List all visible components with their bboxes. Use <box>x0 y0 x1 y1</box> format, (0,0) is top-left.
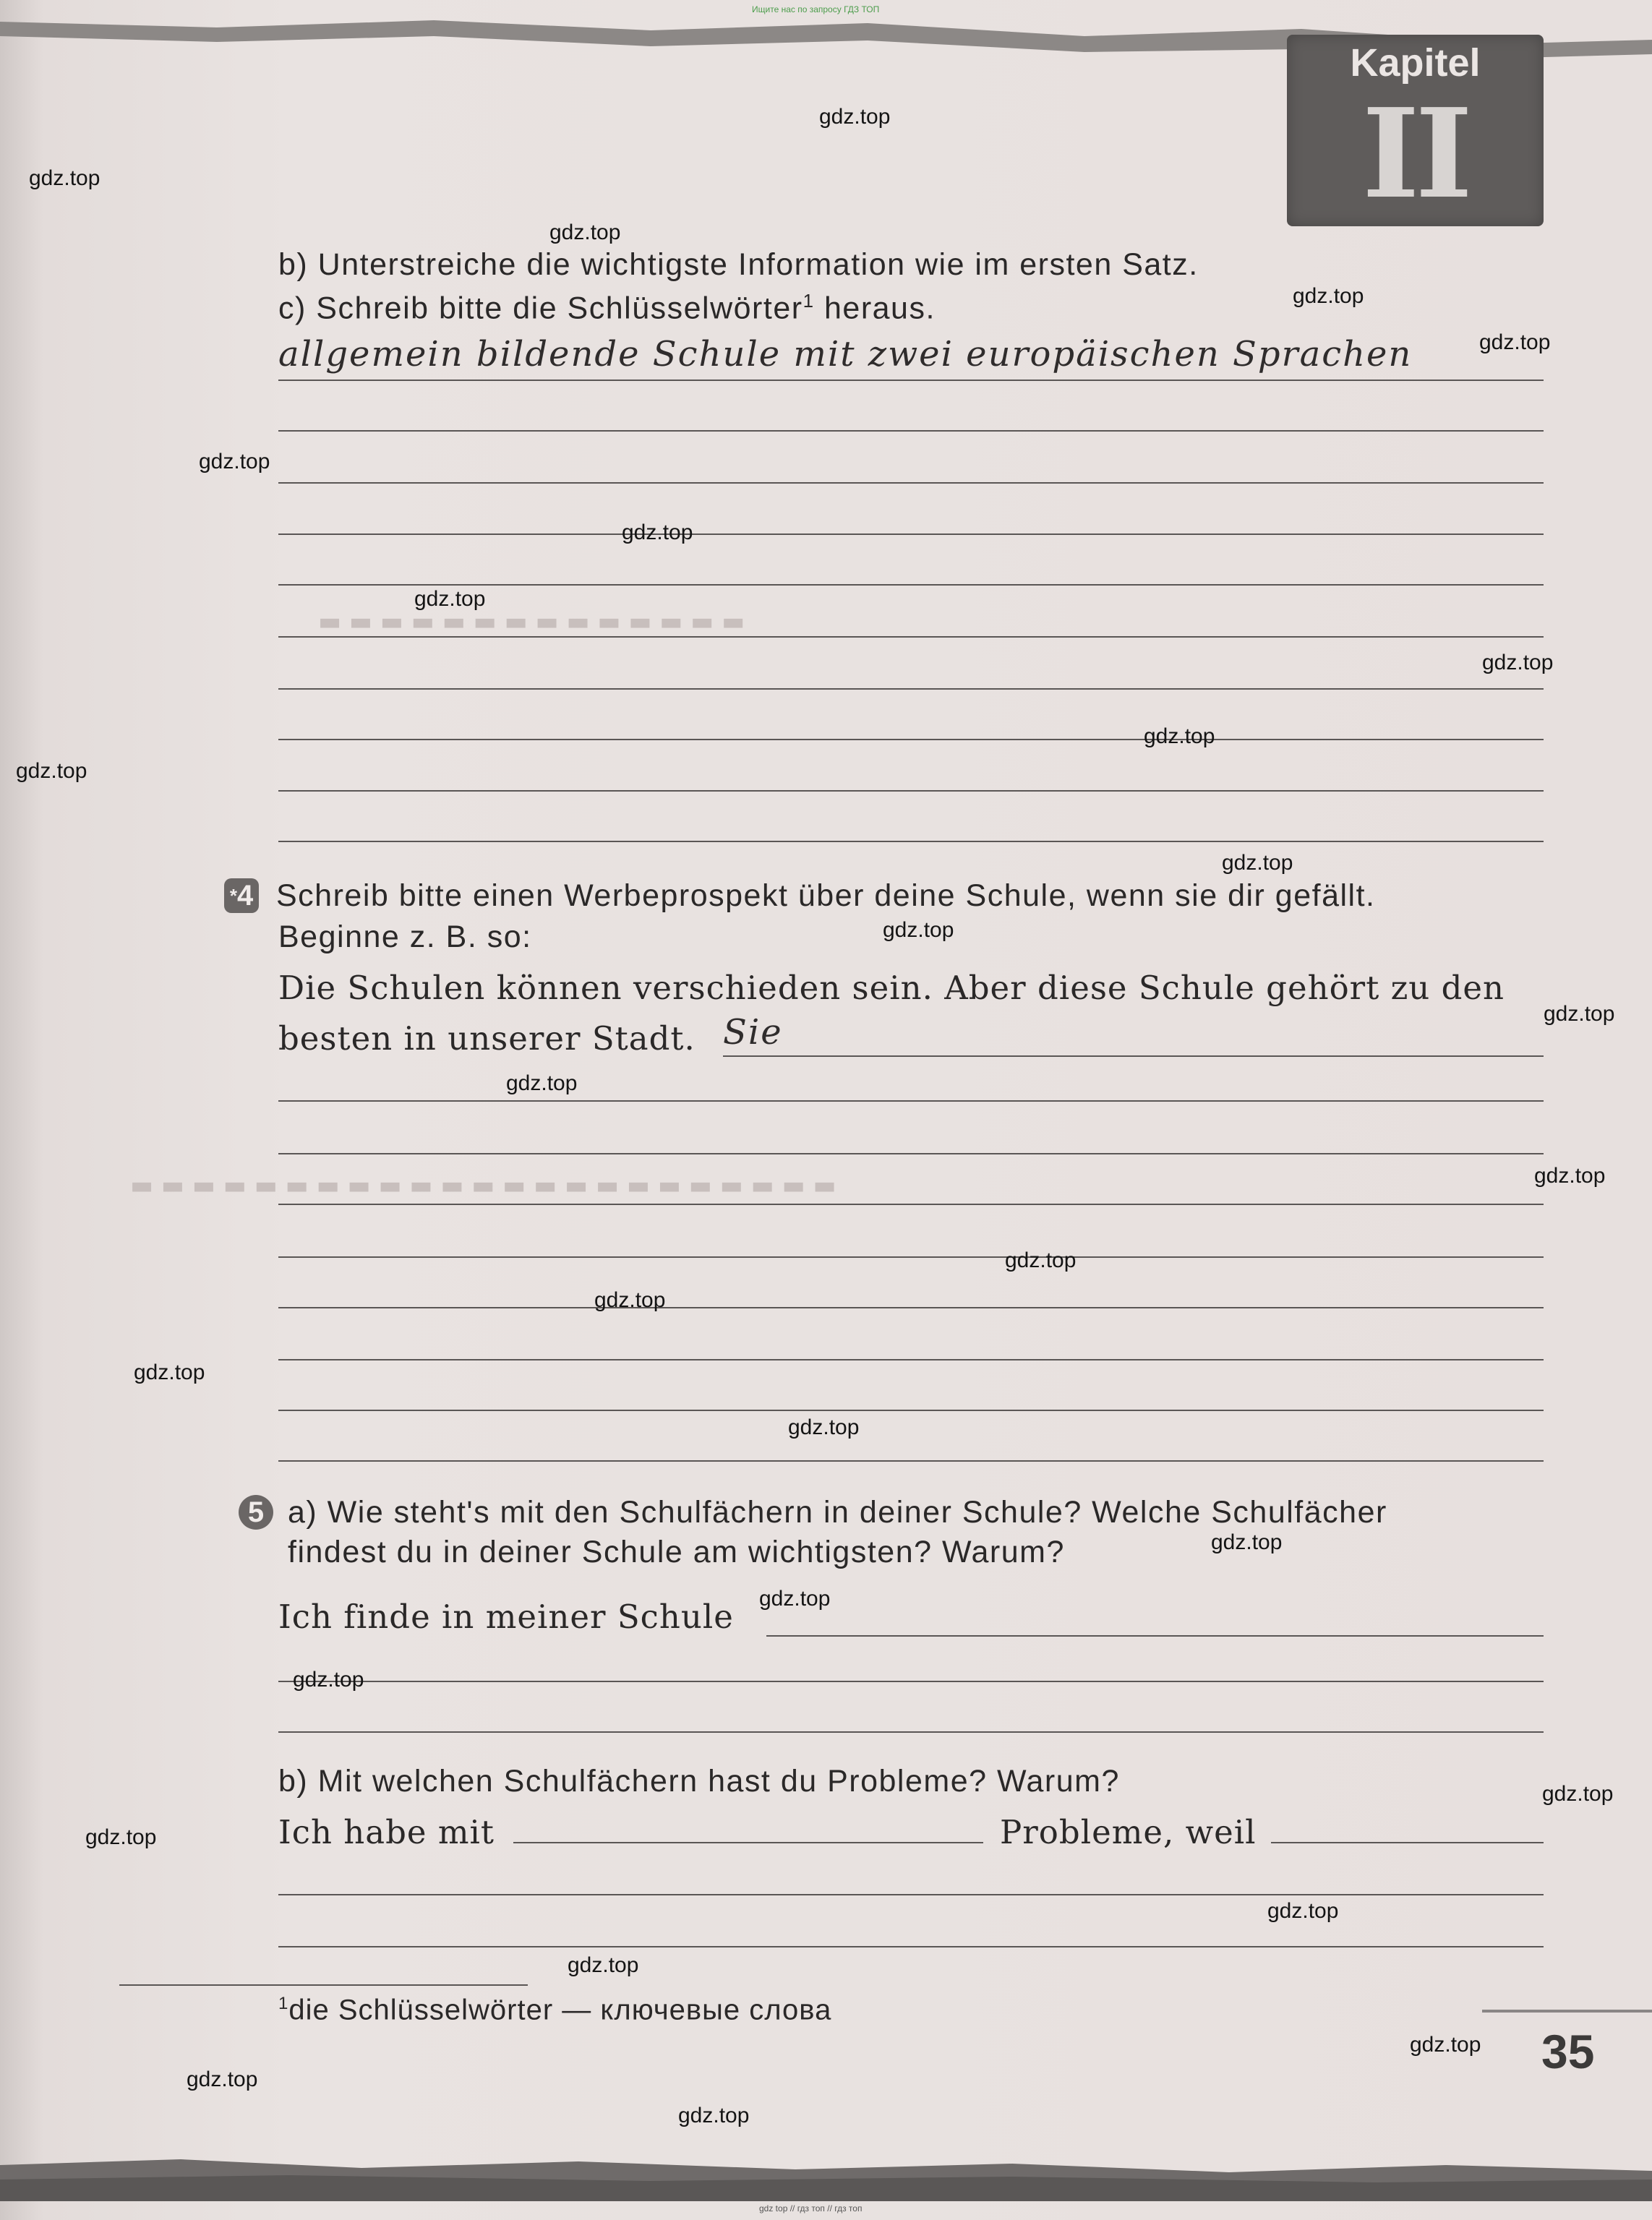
task3-handwritten-answer: allgemein bildende Schule mit zwei europäischen Sprachen <box>278 334 1413 374</box>
task4-instruction-line1: Schreib bitte einen Werbeprospekt über deine Schule, wenn sie dir gefällt. <box>276 878 1376 913</box>
answer-line[interactable] <box>278 1894 1544 1895</box>
answer-line[interactable] <box>278 688 1544 690</box>
task5-a-line1: a) Wie steht's mit den Schulfächern in deiner Schule? Welche Schulfächer <box>288 1495 1387 1530</box>
answer-line[interactable] <box>278 1307 1544 1308</box>
watermark: gdz.top <box>1293 284 1364 308</box>
watermark: gdz.top <box>1542 1782 1614 1806</box>
watermark: gdz.top <box>1267 1899 1339 1923</box>
show-through-text: ▬ ▬ ▬ ▬ ▬ ▬ ▬ ▬ ▬ ▬ ▬ ▬ ▬ ▬ ▬ ▬ ▬ ▬ ▬ ▬ ▬ ▬ ▬ <box>130 1171 836 1200</box>
footnote-ref: 1 <box>803 290 815 312</box>
watermark: gdz.top <box>29 166 100 190</box>
torn-paper-bottom-edge <box>0 2143 1652 2201</box>
task5-b-prompt-mid: Probleme, weil <box>1000 1813 1257 1851</box>
answer-line[interactable] <box>278 739 1544 740</box>
watermark: gdz.top <box>506 1071 578 1095</box>
site-note: Ищите нас по запросу ГДЗ ТОП <box>752 4 880 14</box>
watermark: gdz.top <box>549 220 621 244</box>
watermark: gdz.top <box>883 918 954 942</box>
watermark: gdz.top <box>1544 1002 1615 1026</box>
task5-b-question: b) Mit welchen Schulfächern hast du Probleme? Warum? <box>278 1764 1120 1799</box>
answer-line[interactable] <box>278 584 1544 586</box>
watermark: gdz.top <box>622 520 693 544</box>
task5-a-line2: findest du in deiner Schule am wichtigsten? Warum? <box>288 1535 1065 1569</box>
answer-line[interactable] <box>278 1681 1544 1682</box>
watermark: gdz.top <box>819 105 891 129</box>
footnote-rule <box>119 1984 528 1986</box>
watermark: gdz.top <box>199 450 270 473</box>
show-through-text: ▬ ▬ ▬ ▬ ▬ ▬ ▬ ▬ ▬ ▬ ▬ ▬ ▬ ▬ <box>318 607 745 636</box>
answer-line[interactable] <box>278 1460 1544 1462</box>
watermark: gdz.top <box>1211 1530 1283 1554</box>
watermark: gdz.top <box>293 1668 364 1692</box>
watermark: gdz.top <box>134 1360 205 1384</box>
answer-line[interactable] <box>513 1842 983 1843</box>
task4-instruction-line2: Beginne z. B. so: <box>278 920 532 954</box>
watermark: gdz.top <box>414 587 486 611</box>
answer-line[interactable] <box>766 1635 1544 1637</box>
task3-item-b: b) Unterstreiche die wichtigste Information wie im ersten Satz. <box>278 247 1199 282</box>
answer-line[interactable] <box>278 1731 1544 1733</box>
task4-badge-number: 4 <box>236 880 254 912</box>
answer-line[interactable] <box>278 1410 1544 1411</box>
answer-line[interactable] <box>1271 1842 1544 1843</box>
task5-badge: 5 <box>239 1495 273 1530</box>
page-number: 35 <box>1541 2025 1595 2078</box>
answer-line[interactable] <box>278 1153 1544 1154</box>
task3-item-c <box>278 290 936 326</box>
answer-line[interactable] <box>278 482 1544 484</box>
chapter-label: Kapitel <box>1350 41 1481 85</box>
watermark: gdz.top <box>16 759 87 783</box>
answer-line[interactable] <box>278 533 1544 535</box>
watermark: gdz.top <box>187 2067 258 2091</box>
chapter-number: II <box>1361 82 1469 226</box>
answer-line[interactable] <box>278 790 1544 792</box>
watermark: gdz.top <box>85 1825 157 1849</box>
watermark: gdz.top <box>1479 330 1551 354</box>
chapter-tab <box>1287 35 1544 226</box>
watermark: gdz.top <box>568 1953 639 1977</box>
watermark: gdz.top <box>1410 2033 1481 2057</box>
answer-line[interactable] <box>278 841 1544 842</box>
task4-example-line1: Die Schulen können verschieden sein. Aber diese Schule gehört zu den <box>278 969 1505 1007</box>
answer-line[interactable] <box>278 380 1544 381</box>
watermark: gdz.top <box>594 1288 666 1312</box>
answer-line[interactable] <box>278 1359 1544 1360</box>
footnote-text: die Schlüsselwörter — ключевые слова <box>288 1994 832 2026</box>
task3-item-c-end: heraus. <box>823 291 936 326</box>
answer-line[interactable] <box>278 1946 1544 1947</box>
watermark: gdz.top <box>1144 724 1215 748</box>
footnote-marker: 1 <box>278 1994 289 2013</box>
answer-line[interactable] <box>278 636 1544 638</box>
watermark: gdz.top <box>788 1415 860 1439</box>
task5-a-prompt: Ich finde in meiner Schule <box>278 1598 734 1636</box>
watermark: gdz.top <box>1222 851 1293 875</box>
watermark: gdz.top <box>1005 1248 1077 1272</box>
task4-badge <box>224 878 259 913</box>
task3-item-c-text: c) Schreib bitte die Schlüsselwörter <box>278 291 803 326</box>
answer-line[interactable] <box>278 1256 1544 1258</box>
watermark: gdz.top <box>1482 651 1554 674</box>
watermark: gdz.top <box>759 1587 831 1611</box>
watermark: gdz.top <box>678 2104 750 2127</box>
answer-line[interactable] <box>278 1100 1544 1102</box>
footnote <box>278 1994 831 2026</box>
page-number-bar <box>1482 2010 1652 2013</box>
answer-line[interactable] <box>723 1055 1544 1057</box>
bottom-note: gdz top // гдз топ // гдз топ <box>759 2203 863 2213</box>
answer-line[interactable] <box>278 430 1544 432</box>
answer-line[interactable] <box>278 1204 1544 1205</box>
task5-b-prompt-start: Ich habe mit <box>278 1813 495 1851</box>
task4-example-line2: besten in unserer Stadt. <box>278 1019 696 1058</box>
watermark: gdz.top <box>1534 1164 1606 1188</box>
task4-badge-mark: * <box>229 885 237 907</box>
task4-handwritten-answer: Sie <box>723 1012 783 1053</box>
